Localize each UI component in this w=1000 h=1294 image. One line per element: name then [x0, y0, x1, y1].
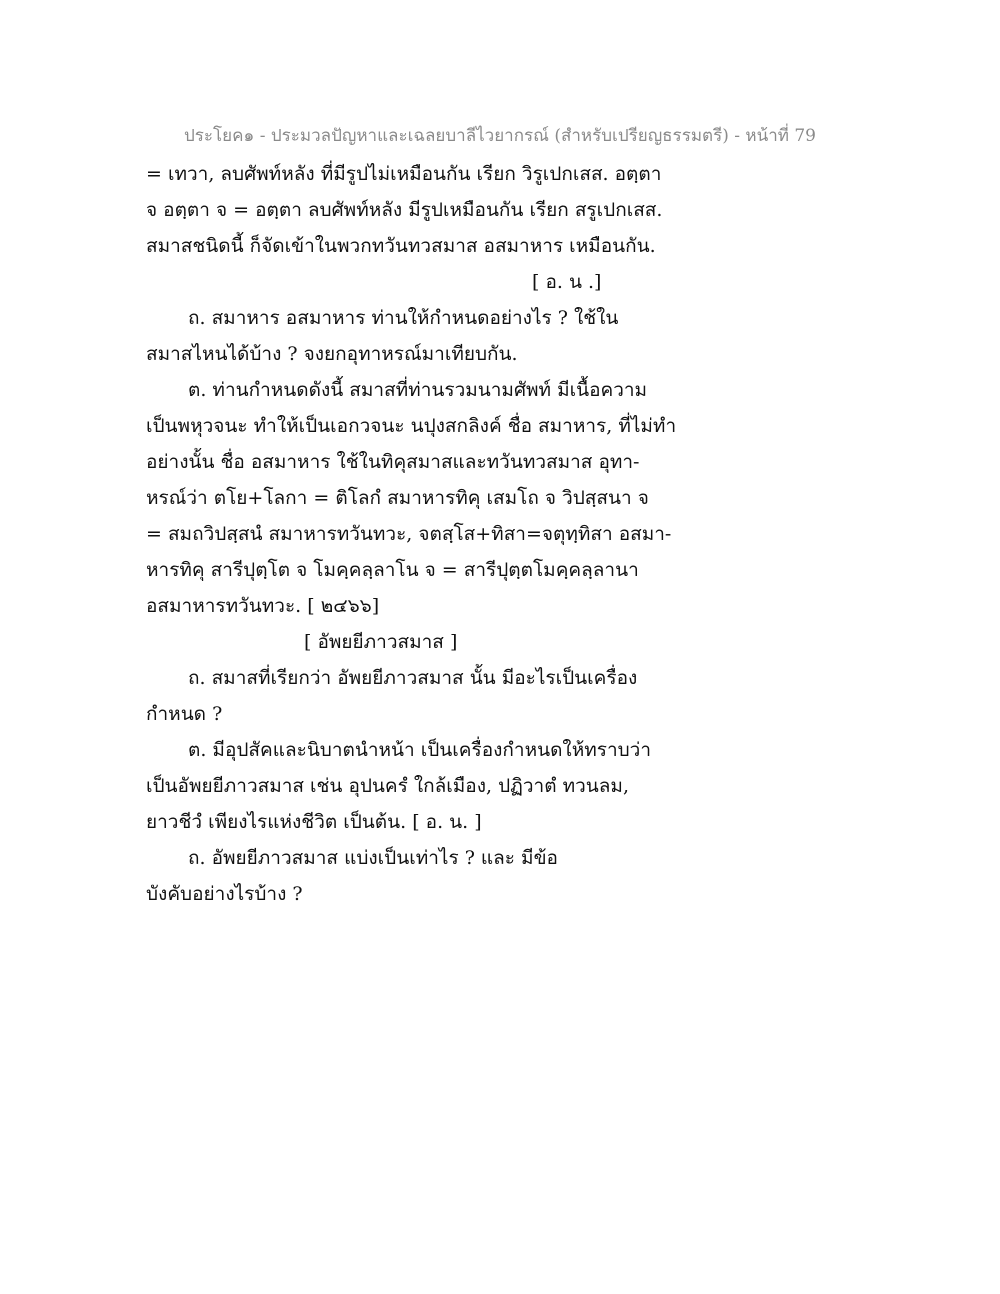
text-line: สมาสไหนได้บ้าง ? จงยกอุทาหรณ์มาเทียบกัน.	[146, 343, 518, 365]
text-line: จ อตฺตา จ = อตฺตา ลบศัพท์หลัง มีรูปเหมือนกัน เรียก สรูเปกเสส.	[146, 199, 663, 221]
text-line: เป็นพหุวจนะ ทำให้เป็นเอกวจนะ นปุงสกลิงค์ ชื่อ สมาหาร, ที่ไม่ทำ	[146, 415, 677, 437]
page-header: ประโยค๑ - ประมวลปัญหาและเฉลยบาลีไวยากรณ์ (สำหรับเปรียญธรรมตรี) - หน้าที่ 79	[183, 126, 816, 146]
answer-line: ต. มีอุปสัคและนิบาตนำหน้า เป็นเครื่องกำหนดให้ทราบว่า	[188, 739, 652, 761]
text-line: สมาสชนิดนี้ ก็จัดเข้าในพวกทวันทวสมาส อสมาหาร เหมือนกัน.	[146, 235, 656, 257]
question-line: ถ. สมาหาร อสมาหาร ท่านให้กำหนดอย่างไร ? ใช้ใน	[188, 307, 619, 329]
section-heading: [ อัพยยีภาวสมาส ]	[304, 631, 458, 653]
page-body	[146, 156, 866, 912]
text-line: บังคับอย่างไรบ้าง ?	[146, 883, 303, 905]
text-line: กำหนด ?	[146, 703, 223, 725]
reference-citation: [ อ. น .]	[532, 271, 602, 293]
answer-line: ต. ท่านกำหนดดังนี้ สมาสที่ท่านรวมนามศัพท์ มีเนื้อความ	[188, 379, 648, 401]
text-line: = สมถวิปสฺสนํ สมาหารทวันทวะ, จตสฺโส+ทิสา=จตุทฺทิสา อสมา-	[146, 523, 672, 545]
text-line: อย่างนั้น ชื่อ อสมาหาร ใช้ในทิคุสมาสและทวันทวสมาส อุทา-	[146, 451, 640, 473]
text-line: หารทิคุ สารีปุตฺโต จ โมคฺคลฺลาโน จ = สารีปุตฺตโมคฺคลฺลานา	[146, 559, 639, 581]
text-line: เป็นอัพยยีภาวสมาส เช่น อุปนครํ ใกล้เมือง, ปฏิวาตํ ทวนลม,	[146, 775, 629, 797]
question-line: ถ. อัพยยีภาวสมาส แบ่งเป็นเท่าไร ? และ มีข้อ	[188, 847, 558, 869]
text-line: ยาวชีวํ เพียงไรแห่งชีวิต เป็นต้น. [ อ. น. ]	[146, 811, 482, 833]
text-line: หรณ์ว่า ตโย+โลกา = ติโลกํ สมาหารทิคุ เสมโถ จ วิปสฺสนา จ	[146, 487, 649, 509]
text-line: อสมาหารทวันทวะ. [ ๒๔๖๖]	[146, 595, 380, 617]
text-line: = เทวา, ลบศัพท์หลัง ที่มีรูปไม่เหมือนกัน เรียก วิรูเปกเสส. อตฺตา	[146, 163, 662, 185]
question-line: ถ. สมาสที่เรียกว่า อัพยยีภาวสมาส นั้น มีอะไรเป็นเครื่อง	[188, 667, 638, 689]
